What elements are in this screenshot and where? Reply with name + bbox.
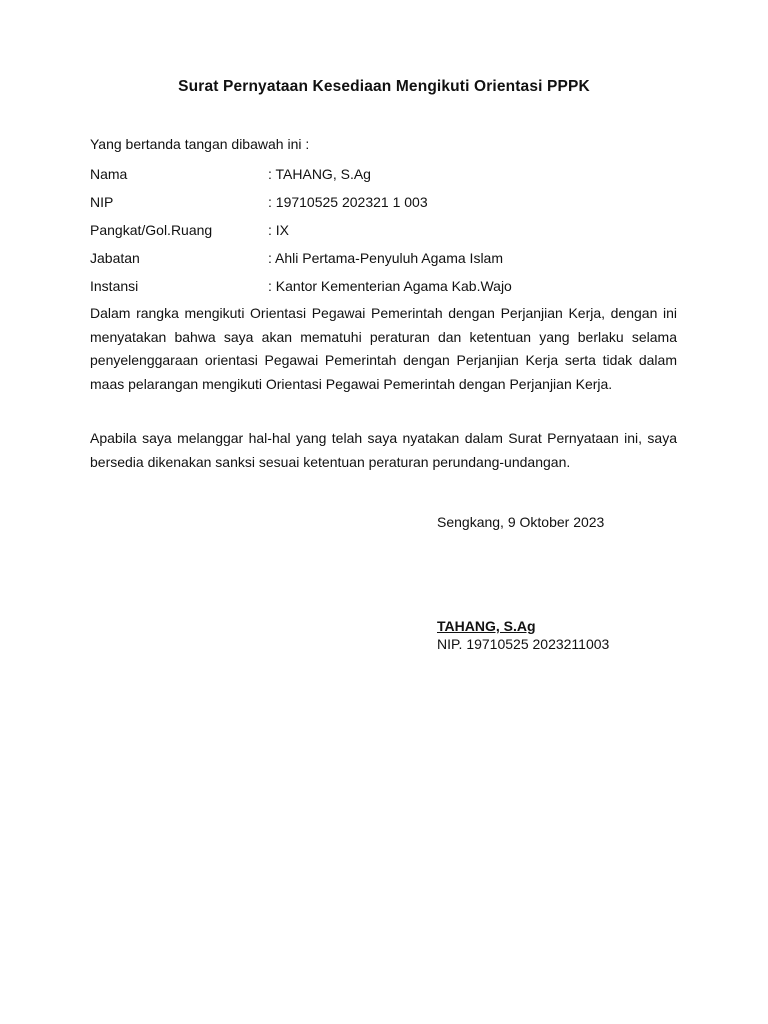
- field-label: NIP: [90, 194, 114, 210]
- field-row-pangkat: [90, 220, 690, 248]
- field-label: Jabatan: [90, 250, 140, 266]
- field-label: Instansi: [90, 278, 139, 294]
- document-title: Surat Pernyataan Kesediaan Mengikuti Orientasi PPPK: [178, 78, 590, 95]
- sanction-paragraph: Apabila saya melanggar hal-hal yang telah saya nyatakan dalam Surat Pernyataan ini, saya bersedia dikenakan sanksi sesuai ketentuan peraturan perundang-undangan.: [90, 430, 677, 470]
- field-value: : IX: [268, 222, 290, 238]
- field-label: Nama: [90, 166, 128, 182]
- statement-paragraph: Dalam rangka mengikuti Orientasi Pegawai Pemerintah dengan Perjanjian Kerja, dengan ini menyatakan bahwa saya akan mematuhi peraturan dan ketentuan yang berlaku selama penyelenggaraan orientasi Pegawai Pemerintah dengan Perjanjian Kerja serta tidak dalam maas pelarangan mengikuti Orientasi Pegawai Pemerintah dengan Perjanjian Kerja.: [90, 305, 677, 392]
- field-value: : 19710525 202321 1 003: [268, 194, 428, 210]
- field-row-nama: [90, 164, 690, 192]
- identity-fields: [90, 164, 690, 304]
- field-value: : Kantor Kementerian Agama Kab.Wajo: [268, 278, 512, 294]
- field-row-nip: [90, 192, 690, 220]
- field-label: Pangkat/Gol.Ruang: [90, 222, 213, 238]
- intro-text: Yang bertanda tangan dibawah ini :: [90, 136, 310, 152]
- place-date: Sengkang, 9 Oktober 2023: [437, 514, 605, 530]
- signer-nip: NIP. 19710525 2023211003: [437, 636, 610, 652]
- field-value: : TAHANG, S.Ag: [268, 166, 371, 182]
- signer-name: TAHANG, S.Ag: [437, 618, 536, 634]
- field-row-instansi: [90, 276, 690, 304]
- field-row-jabatan: [90, 248, 690, 276]
- field-value: : Ahli Pertama-Penyuluh Agama Islam: [268, 250, 504, 266]
